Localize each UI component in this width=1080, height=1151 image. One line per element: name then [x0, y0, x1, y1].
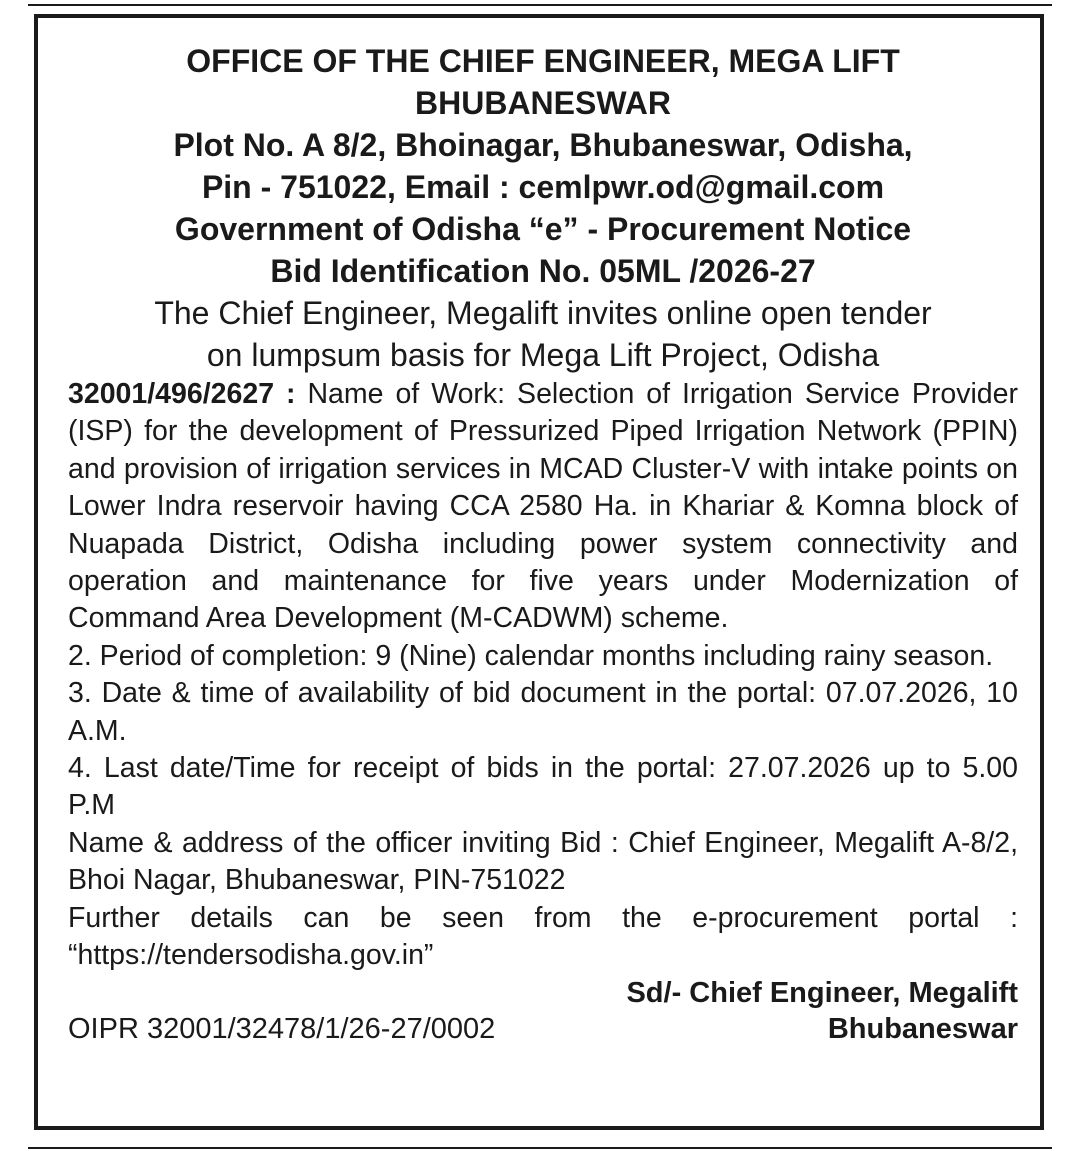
period-of-completion: 2. Period of completion: 9 (Nine) calendar months including rainy season. [68, 639, 994, 672]
oipr-number: OIPR 32001/32478/1/26-27/0002 [68, 1012, 496, 1045]
intro-line2: on lumpsum basis for Mega Lift Project, Odisha [206, 337, 880, 373]
office-title: OFFICE OF THE CHIEF ENGINEER, MEGA LIFT [186, 43, 900, 79]
signature-line: Sd/- Chief Engineer, Megalift [626, 976, 1018, 1009]
office-address-line2: Pin - 751022, Email : cemlpwr.od@gmail.com [201, 169, 885, 205]
work-description [68, 376, 1018, 638]
bottom-rule [28, 1147, 1052, 1149]
intro-line1: The Chief Engineer, Megalift invites online open tender [154, 295, 932, 331]
top-rule [28, 4, 1052, 6]
signature-city: Bhubaneswar [827, 1012, 1018, 1045]
bid-last-date: 4. Last date/Time for receipt of bids in the portal: 27.07.2026 up to 5.00 P.M [68, 752, 1018, 822]
bid-identification: Bid Identification No. 05ML /2026-27 [270, 253, 816, 289]
inviting-officer: Name & address of the officer inviting Bid : Chief Engineer, Megalift A-8/2, Bhoi Nagar, Bhubaneswar, PIN-751022 [68, 826, 1018, 897]
work-reference-number: 32001/496/2627 : [68, 378, 296, 410]
work-name: Name of Work: Selection of Irrigation Service Provider (ISP) for the development of Pressurized Piped Irrigation Network (PPIN) and provision of irrigation services in MCAD Cluster-V with intake points on Lower Indra reservoir having CCA 2580 Ha. in Khariar & Komna block of Nuapada District, Odisha including power system connectivity and operation and maintenance for five years under Modernization of Command Area Development (M-CADWM) scheme. [68, 378, 1018, 635]
notice-title: Government of Odisha “e” - Procurement Notice [174, 211, 912, 247]
notice-content [68, 40, 1018, 1047]
bid-availability: 3. Date & time of availability of bid document in the portal: 07.07.2026, 10 A.M. [68, 677, 1018, 747]
further-details: Further details can be seen from the e-procurement portal : “https://tendersodisha.gov.in” [68, 901, 1018, 972]
office-address-line1: Plot No. A 8/2, Bhoinagar, Bhubaneswar, Odisha, [173, 127, 913, 163]
office-city: BHUBANESWAR [415, 85, 671, 121]
tender-notice [34, 14, 1044, 1130]
footer-row [68, 1011, 1018, 1047]
